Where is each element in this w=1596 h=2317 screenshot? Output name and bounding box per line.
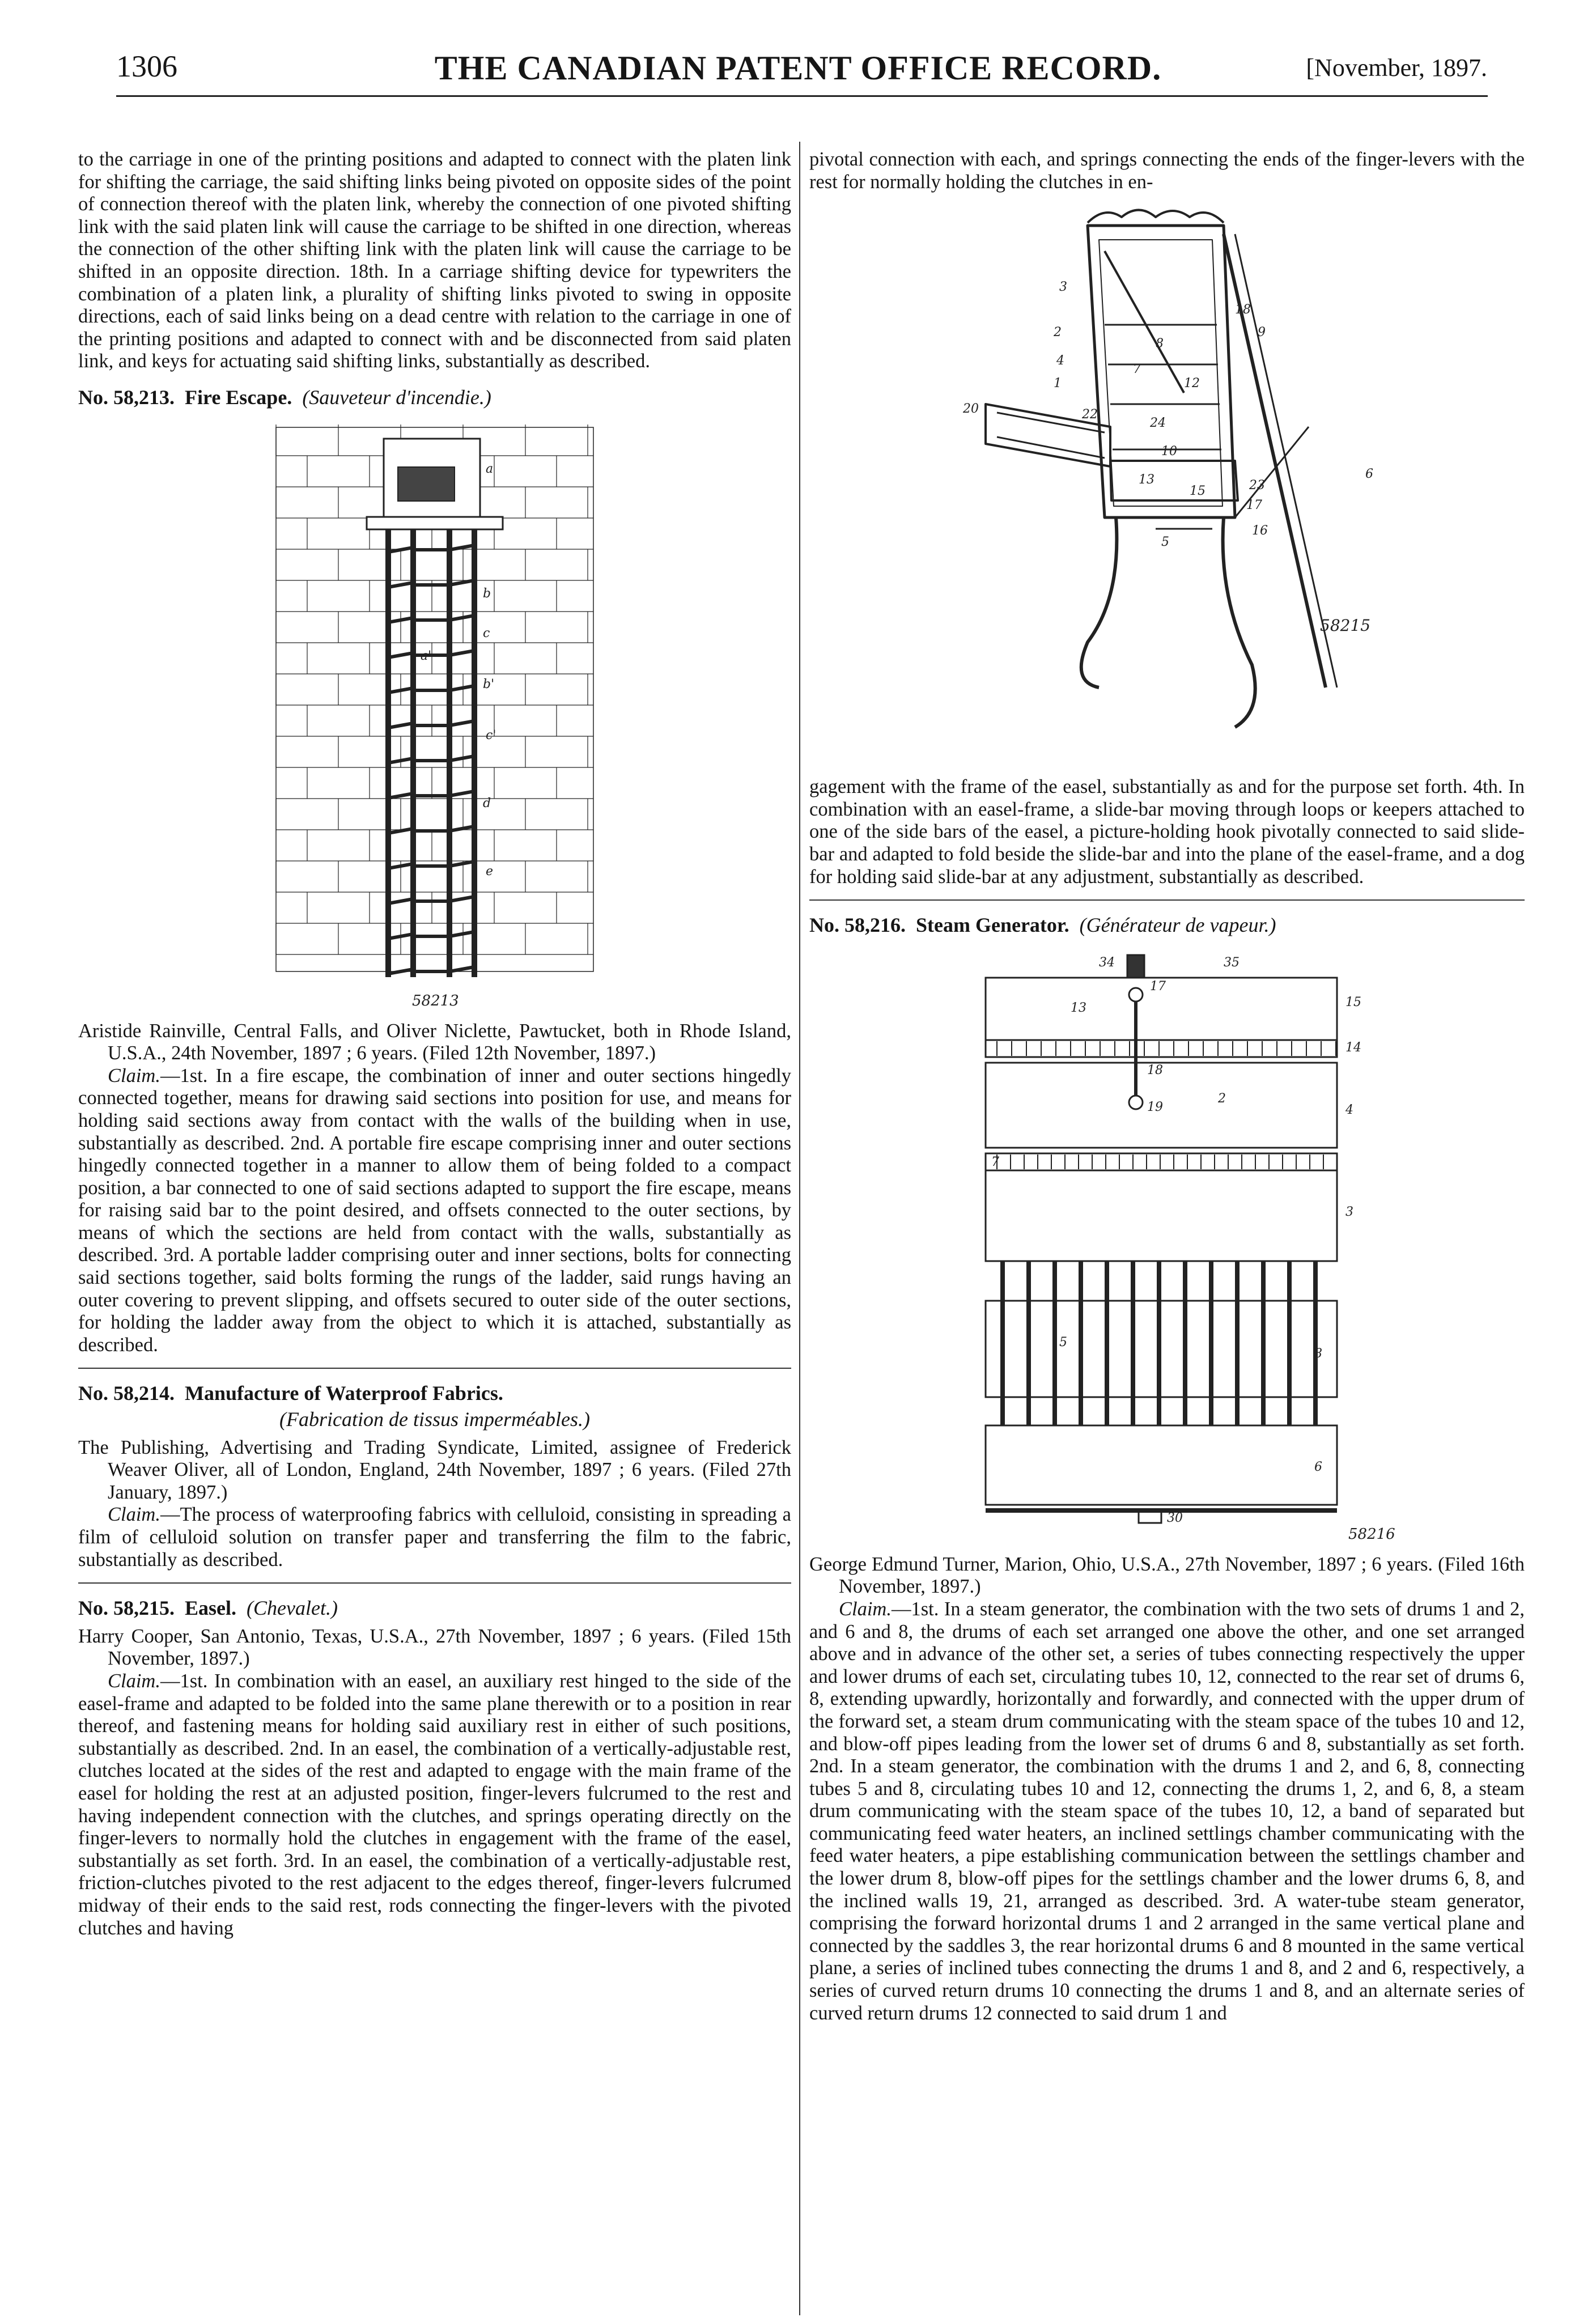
ladder-rung [449, 791, 474, 796]
fig-num-12: 12 [1184, 376, 1200, 391]
fig-num-7: 7 [1133, 362, 1141, 377]
ladder-rung [388, 583, 413, 587]
claim-label: Claim. [108, 1064, 160, 1087]
claim-text: —1st. In a fire escape, the combination of inner and outer sections hingedly connected together, means for drawing said sections into position for use, and means for holding said sections away from contact with the walls of the building when in use, substantially as described. 2nd. A portable fire escape comprising inner and outer sections hingedly connected together in a manner to allow them of being folded to a compact position, a bar connected to one of said sections adapted to support the fire escape, means for raising said bar to the point desired, and offsets connected to the outer sections, by means of which the sections are held from contact with the walls, substantially as described. 3rd. A portable ladder comprising outer and inner sections, bolts for connecting said sections together, said bolts forming the rungs of the ladder, said rungs having an outer covering to prevent slipping, and offsets secured to outer side of the outer sections, for holding the ladder away from the object to which it is attached, substantially as described. [78, 1064, 791, 1356]
fig-num-7: 7 [991, 1155, 999, 1169]
patent-number: No. 58,214. [78, 1382, 175, 1405]
entry-58214-inventors: The Publishing, Advertising and Trading Syndicate, Limited, assignee of Frederick Weaver Oliver, all of London, England, 24th November, 1897 ; 6 years. (Filed 27th January, 1897.) [78, 1436, 791, 1503]
fig-num-35: 35 [1224, 955, 1240, 970]
ladder-rung [388, 688, 413, 693]
fig-num-19: 19 [1147, 1100, 1163, 1114]
page-header [0, 45, 1596, 96]
fig-num-30: 30 [1167, 1510, 1183, 1525]
ladder-rung [388, 723, 413, 728]
fig-num-6: 6 [1365, 467, 1373, 482]
entry-58214-title [78, 1382, 791, 1405]
ladder-rung [449, 862, 474, 866]
entry-58215-inventors: Harry Cooper, San Antonio, Texas, U.S.A., 27th November, 1897 ; 6 years. (Filed 15th November, 1897.) [78, 1625, 791, 1670]
fig-num-10: 10 [1161, 444, 1177, 459]
fig-num-18: 18 [1147, 1063, 1163, 1077]
fig-num-14: 14 [1345, 1040, 1361, 1055]
french-title: (Fabrication de tissus imperméables.) [279, 1408, 590, 1431]
fig-num-3: 3 [1345, 1204, 1353, 1219]
entry-58216-inventors: George Edmund Turner, Marion, Ohio, U.S.A., 27th November, 1897 ; 6 years. (Filed 16th November, 1897.) [809, 1553, 1525, 1598]
ladder-rung [388, 934, 413, 939]
fig-num-5: 5 [1059, 1335, 1067, 1350]
fig-label-c-prime: c' [486, 728, 496, 742]
entry-58215-title [78, 1597, 791, 1620]
fig-label-a: a [486, 461, 494, 476]
fig-num-8: 8 [1314, 1346, 1322, 1361]
ladder-rung [388, 758, 413, 763]
ladder-rung [449, 932, 474, 936]
fig-num-9: 9 [1258, 325, 1266, 340]
fig-num-8: 8 [1156, 337, 1164, 351]
fig-num-17: 17 [1246, 498, 1262, 513]
ladder-rung [449, 616, 474, 620]
fig-num-3: 3 [1059, 280, 1067, 295]
ladder-rung [388, 829, 413, 833]
entry-58215-claims [78, 1670, 791, 1940]
fig-num-18: 18 [1235, 303, 1251, 317]
fig-label-b: b [483, 586, 491, 601]
ladder-rung [388, 793, 413, 798]
french-title: (Sauveteur d'incendie.) [302, 385, 491, 409]
fig-num-2: 2 [1218, 1091, 1226, 1106]
fig-num-34: 34 [1099, 955, 1115, 970]
column-divider [799, 142, 800, 2315]
left-column [78, 148, 791, 1940]
fig-label-a-prime: a' [421, 648, 432, 663]
fig-num-4: 4 [1345, 1102, 1353, 1117]
claim-label: Claim. [839, 1598, 892, 1620]
patent-number: No. 58,216. [809, 914, 906, 937]
figure-number: 58213 [412, 992, 459, 1009]
claim-label: Claim. [108, 1504, 160, 1526]
fig-num-22: 22 [1082, 408, 1098, 422]
ladder-rung [449, 897, 474, 901]
fig-num-13: 13 [1071, 1000, 1086, 1015]
fig-num-15: 15 [1190, 484, 1206, 499]
ladder-rung [449, 686, 474, 690]
entry-58216-title [809, 914, 1525, 937]
fig-num-17: 17 [1150, 979, 1166, 994]
fig-num-4: 4 [1056, 354, 1064, 368]
claim-text: —1st. In combination with an easel, an auxiliary rest hinged to the side of the easel-frame and adapted to be folded into the same plane therewith or to a position in rear thereof, and fastening means for holding said auxiliary rest in either of such positions, substantially as described. 2nd. In an easel, the combination of a vertically-adjustable rest, clutches located at the sides of the rest and adapted to engage with the main frame of the easel for holding the rest at an adjusted position, finger-levers fulcrumed to the rest and having independent connection with the clutches, and springs operating directly on the finger-levers to normally hold the clutches in engagement with the frame of the easel, substantially as set forth. 3rd. In an easel, the combination of a vertically-adjustable rest, friction-clutches pivoted to the rest adjacent to the edges thereof, finger-levers fulcrumed midway of their ends to the said rest, rods connecting the finger-levers with the pivoted clutches and having [78, 1670, 791, 1939]
fig-num-2: 2 [1054, 325, 1062, 340]
ladder-rung [388, 548, 413, 552]
ladder-rung [388, 653, 413, 657]
entry-58216-claims [809, 1598, 1525, 2025]
french-title: (Générateur de vapeur.) [1079, 914, 1276, 937]
patent-number: No. 58,213. [78, 385, 175, 409]
entry-58213-claims [78, 1065, 791, 1357]
journal-title: THE CANADIAN PATENT OFFICE RECORD. [434, 49, 1162, 87]
entry-58214-claims [78, 1504, 791, 1571]
ladder-rung [449, 756, 474, 761]
fig-label-c: c [483, 626, 490, 640]
fig-num-1: 1 [1054, 376, 1062, 391]
fig-num-15: 15 [1345, 995, 1361, 1009]
fig-num-5: 5 [1161, 535, 1169, 550]
fig-num-23: 23 [1249, 478, 1265, 493]
claim-text: —The process of waterproofing fabrics with celluloid, consisting in spreading a film of celluloid solution on transfer paper and transferring the film to the fabric, substantially as described. [78, 1504, 791, 1571]
continuation-text: to the carriage in one of the printing positions and adapted to connect with the platen link for shifting the carriage, the said shifting links being pivoted on opposite sides of the point of connection thereof with the platen link, whereby the connection of one pivoted shifting link with the said platen link will cause the carriage to be shifted in one direction, whereas the connection of the other shifting link with the platen link will cause the carriage to be shifted in an opposite direction. 18th. In a carriage shifting device for typewriters the combination of a platen link, a plurality of shifting links pivoted to swing in opposite directions, each of said links being on a dead centre with relation to the carriage in one of the printing positions and adapted to connect with and be disconnected from said platen link, and keys for actuating said shifting links, substantially as described. [78, 148, 791, 372]
ladder-rung [388, 969, 413, 974]
entry-58213-inventors: Aristide Rainville, Central Falls, and Oliver Niclette, Pawtucket, both in Rhode Island, U.S.A., 24th November, 1897 ; 6 years. (Filed 12th November, 1897.) [78, 1020, 791, 1064]
ladder-rung [449, 651, 474, 655]
fig-num-6: 6 [1314, 1459, 1322, 1474]
fig-num-16: 16 [1252, 524, 1268, 538]
fig-num-13: 13 [1139, 473, 1154, 487]
claim-text: —1st. In a steam generator, the combination with the two sets of drums 1 and 2, and 6 and 8, the drums of each set arranged one above the other, and one set arranged above and in advance of the other set, a series of tubes connecting respectively the upper and lower drums of each set, circulating tubes 10, 12, connected to the rear set of drums 6, 8, extending upwardly, horizontally and forwardly, and connected with the upper drum of the forward set, a steam drum communicating with the steam space of the tubes 10 and 12, and blow-off pipes leading from the lower set of drums 6 and 8, substantially as set forth. 2nd. In a steam generator, the combination with the drums 1 and 2, and 6, 8, connecting tubes 5 and 8, circulating tubes 10 and 12, connecting the drums 1, 2, and 6, 8, a steam drum communicating with the steam space of the tubes 10, 12, a band of separated but communicating feed water heaters, an inclined settlings chamber communicating with the feed water heaters, a pipe establishing communication between the settlings chamber and the lower drum 8, blow-off pipes for the settlings chamber and the lower drums 6, 8, and the inclined walls 19, 21, arranged as described. 3rd. A water-tube steam generator, comprising the forward horizontal drums 1 and 2 arranged in the same vertical plane and connected by the saddles 3, the rear horizontal drums 6 and 8 mounted in the same vertical plane, a series of inclined tubes connecting the drums 1 and 8, and 2 and 6, respectively, a series of curved return drums 10 connecting the drums 1 and 8, and an alternate series of curved return drums 12 connected to said drum 1 and [809, 1598, 1525, 2024]
fig-label-b-prime: b' [483, 677, 495, 691]
ladder-rung [449, 580, 474, 585]
entry-separator [809, 899, 1525, 901]
ladder-rung [388, 899, 413, 903]
patent-title: Easel. [185, 1597, 237, 1620]
continuation-text: pivotal connection with each, and springs connecting the ends of the finger-levers with the rest for normally holding the clutches in en- [809, 148, 1525, 193]
fire-escape-figure [259, 422, 610, 1011]
patent-title: Fire Escape. [185, 385, 292, 409]
figure-number: 58216 [1348, 1525, 1395, 1543]
french-title: (Chevalet.) [247, 1597, 338, 1620]
entry-separator [78, 1582, 791, 1584]
ladder-rung [449, 826, 474, 831]
entry-58213-title [78, 387, 791, 409]
patent-number: No. 58,215. [78, 1597, 175, 1620]
fig-num-20: 20 [963, 402, 979, 417]
fig-label-e: e [486, 864, 494, 879]
ladder-rung [388, 864, 413, 868]
easel-figure [918, 200, 1416, 767]
figure-number: 58215 [1320, 616, 1371, 635]
ladder-rung [388, 618, 413, 622]
header-rule [116, 95, 1488, 97]
steam-generator-figure [918, 949, 1416, 1544]
continuation-text: gagement with the frame of the easel, substantially as and for the purpose set forth. 4th. In combination with an easel-frame, a slide-bar moving through loops or keepers attached to one of the side bars of the easel, a picture-holding hook pivotally connected to said slide-bar and adapted to fold beside the slide-bar and into the plane of the easel-frame, and a dog for holding said slide-bar at any adjustment, substantially as described. [809, 776, 1525, 888]
entry-separator [78, 1368, 791, 1369]
issue-date: [November, 1897. [1306, 54, 1487, 82]
right-column [809, 148, 1525, 2025]
fig-label-d: d [483, 796, 491, 810]
ladder-rung [449, 967, 474, 971]
page-number: 1306 [116, 49, 177, 83]
patent-title: Manufacture of Waterproof Fabrics. [185, 1382, 503, 1405]
patent-title: Steam Generator. [916, 914, 1069, 937]
fig-num-24: 24 [1150, 416, 1166, 431]
claim-label: Claim. [108, 1670, 160, 1692]
ladder-rung [449, 721, 474, 725]
